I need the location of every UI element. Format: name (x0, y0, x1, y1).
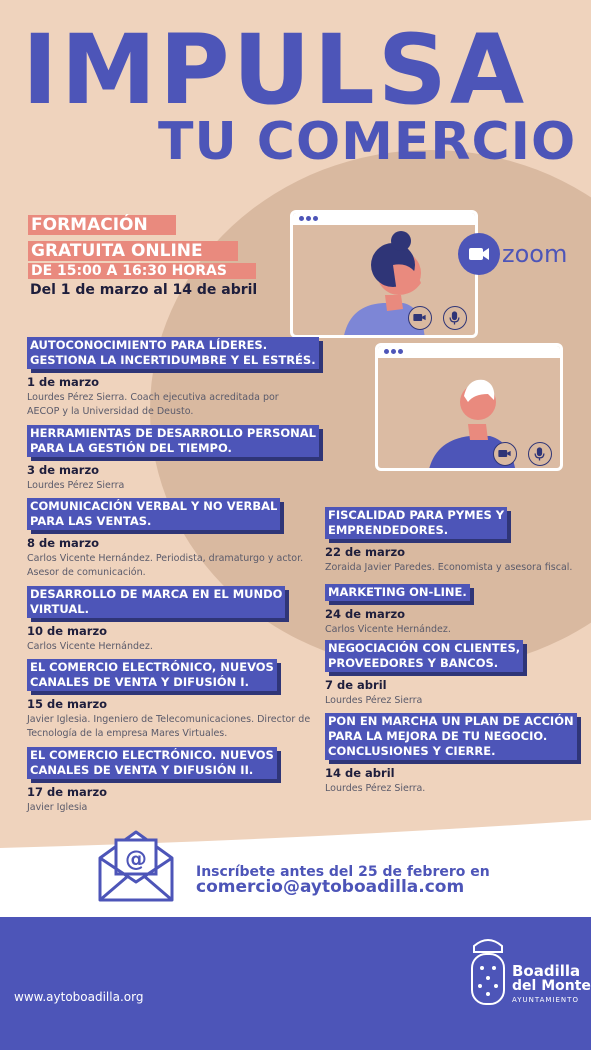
registration-text: Inscríbete antes del 25 de febrero en (196, 864, 490, 880)
course-date: 17 de marzo (27, 785, 108, 799)
training-label-formacion: FORMACIÓN (28, 215, 176, 235)
course-title: EL COMERCIO ELECTRÓNICO. NUEVOS CANALES DE VENTA Y DIFUSIÓN II. (27, 747, 277, 779)
course-date: 15 de marzo (27, 697, 108, 711)
course-title: DESARROLLO DE MARCA EN EL MUNDO VIRTUAL. (27, 586, 285, 618)
course-title: EL COMERCIO ELECTRÓNICO, NUEVOS CANALES DE VENTA Y DIFUSIÓN I. (27, 659, 277, 691)
course-title: MARKETING ON-LINE. (325, 584, 470, 601)
course-speaker: Lourdes Pérez Sierra. Coach ejecutiva acreditada por AECOP y la Universidad de Deusto. (27, 392, 279, 417)
course-date: 3 de marzo (27, 463, 100, 477)
training-dates: Del 1 de marzo al 14 de abril (30, 282, 258, 298)
footer-logo-line2: del Monte (512, 978, 591, 994)
course-title: HERRAMIENTAS DE DESARROLLO PERSONAL PARA LA GESTIÓN DEL TIEMPO. (27, 425, 319, 457)
headline-impulsa: IMPULSA (22, 14, 528, 126)
course-speaker: Javier Iglesia (27, 802, 88, 813)
course-title: PON EN MARCHA UN PLAN DE ACCIÓN PARA LA MEJORA DE TU NEGOCIO. CONCLUSIONES Y CIERRE. (325, 713, 577, 760)
registration-email-link[interactable]: comercio@aytoboadilla.com (196, 877, 465, 897)
course-speaker: Javier Iglesia. Ingeniero de Telecomunicaciones. Director de Tecnología de la empresa Mares Virtuales. (27, 714, 311, 739)
footer-logo-line1: Boadilla (512, 962, 581, 980)
course-speaker: Zoraida Javier Paredes. Economista y asesora fiscal. (325, 562, 573, 573)
course-title: NEGOCIACIÓN CON CLIENTES, PROVEEDORES Y BANCOS. (325, 640, 523, 672)
footer-logo-line3: AYUNTAMIENTO (512, 996, 579, 1004)
course-date: 24 de marzo (325, 607, 406, 621)
course-date: 14 de abril (325, 766, 395, 780)
course-speaker: Carlos Vicente Hernández. (325, 624, 451, 635)
course-speaker: Lourdes Pérez Sierra. (325, 783, 426, 794)
svg-text:@: @ (125, 847, 147, 872)
course-speaker: Lourdes Pérez Sierra (325, 695, 423, 706)
course-speaker: Carlos Vicente Hernández. (27, 641, 153, 652)
envelope-icon (96, 828, 176, 904)
course-speaker: Lourdes Pérez Sierra (27, 480, 125, 491)
boadilla-crest-logo (468, 932, 508, 1008)
course-title: AUTOCONOCIMIENTO PARA LÍDERES. GESTIONA LA INCERTIDUMBRE Y EL ESTRÉS. (27, 337, 319, 369)
footer-website-link[interactable]: www.aytoboadilla.org (14, 990, 144, 1004)
course-speaker: Carlos Vicente Hernández. Periodista, dramaturgo y actor. Asesor de comunicación. (27, 553, 304, 578)
headline-tu-comercio: TU COMERCIO (158, 112, 577, 172)
zoom-logo-text: zoom (502, 240, 568, 268)
course-date: 22 de marzo (325, 545, 406, 559)
training-hours: DE 15:00 A 16:30 HORAS (28, 263, 256, 279)
course-date: 1 de marzo (27, 375, 100, 389)
course-title: FISCALIDAD PARA PYMES Y EMPRENDEDORES. (325, 507, 507, 539)
training-label-gratuita: GRATUITA ONLINE (28, 241, 238, 261)
course-title: COMUNICACIÓN VERBAL Y NO VERBAL PARA LAS VENTAS. (27, 498, 280, 530)
course-date: 7 de abril (325, 678, 387, 692)
course-date: 8 de marzo (27, 536, 100, 550)
course-date: 10 de marzo (27, 624, 108, 638)
